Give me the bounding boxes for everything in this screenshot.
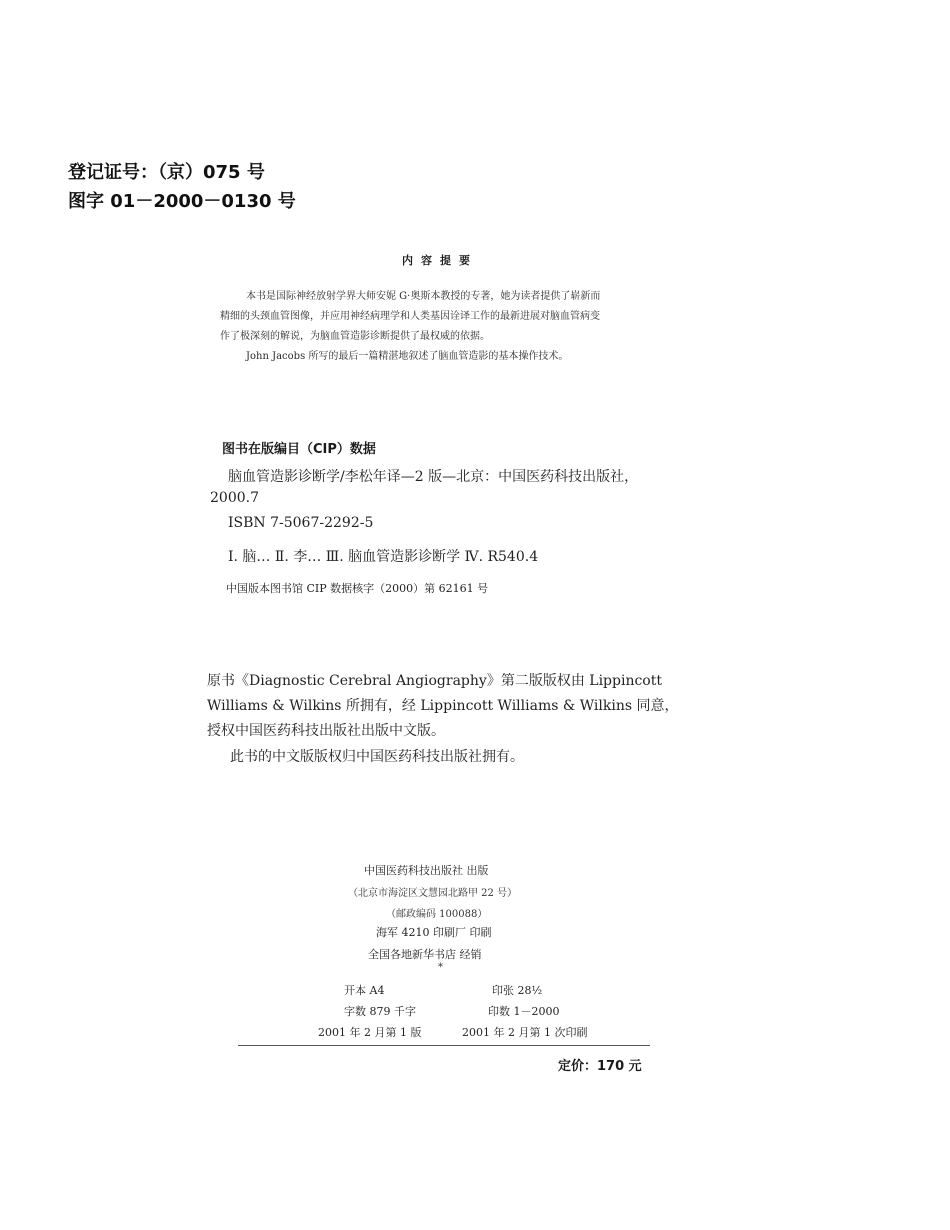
copyright-line-3: 授权中国医药科技出版社出版中文版。 [207,723,445,739]
summary-line-2: 精细的头颈血管图像，并应用神经病理学和人类基因诠译工作的最新进展对脑血管病变 [220,311,600,322]
summary-line-1: 本书是国际神经放射学界大师安妮 G·奥斯本教授的专著，她为读者提供了崭新而 [246,291,601,302]
imprint-publisher: 中国医药科技出版社 出版 [364,864,489,877]
imprint-sheets: 印张 28½ [492,984,543,997]
imprint-format: 开本 A4 [344,984,385,997]
imprint-copies: 印数 1－2000 [488,1005,560,1018]
cip-title-line: 脑血管造影诊断学/李松年译—2 版—北京：中国医药科技出版社， [228,469,639,485]
summary-line-3: 作了极深刻的解说，为脑血管造影诊断提供了最权威的依据。 [220,331,490,342]
imprint-distributor: 全国各地新华书店 经销 [368,948,482,961]
registration-number: 登记证号：（京）075 号 [68,162,265,183]
summary-line-4: John Jacobs 所写的最后一篇精湛地叙述了脑血管造影的基本操作技术。 [246,351,569,362]
price: 定价：170 元 [558,1059,642,1074]
imprint-address: （北京市海淀区文慧园北路甲 22 号） [348,888,518,899]
imprint-divider [238,1045,650,1046]
copyright-line-4: 此书的中文版版权归中国医药科技出版社拥有。 [230,749,524,765]
cip-isbn: ISBN 7-5067-2292-5 [228,515,374,531]
imprint-edition: 2001 年 2 月第 1 版 [318,1026,422,1039]
imprint-words: 字数 879 千字 [344,1005,416,1018]
translation-contract-number: 图字 01－2000－0130 号 [68,191,296,212]
imprint-printer: 海军 4210 印刷厂 印刷 [376,926,492,939]
cip-heading: 图书在版编目（CIP）数据 [222,442,376,457]
imprint-postcode: （邮政编码 100088） [386,909,488,920]
copyright-line-2: Williams & Wilkins 所拥有，经 Lippincott Williams & Wilkins 同意， [207,698,679,714]
cip-year: 2000.7 [210,490,259,506]
cip-classification: Ⅰ. 脑… Ⅱ. 李… Ⅲ. 脑血管造影诊断学 Ⅳ. R540.4 [228,549,539,565]
imprint-separator-dot: * [438,962,443,973]
imprint-printing: 2001 年 2 月第 1 次印刷 [462,1026,588,1039]
copyright-line-1: 原书《Diagnostic Cerebral Angiography》第二版版权由 Lippincott [207,673,662,689]
summary-title: 内容提要 [402,254,478,267]
cip-library-note: 中国版本图书馆 CIP 数据核字（2000）第 62161 号 [226,582,489,595]
